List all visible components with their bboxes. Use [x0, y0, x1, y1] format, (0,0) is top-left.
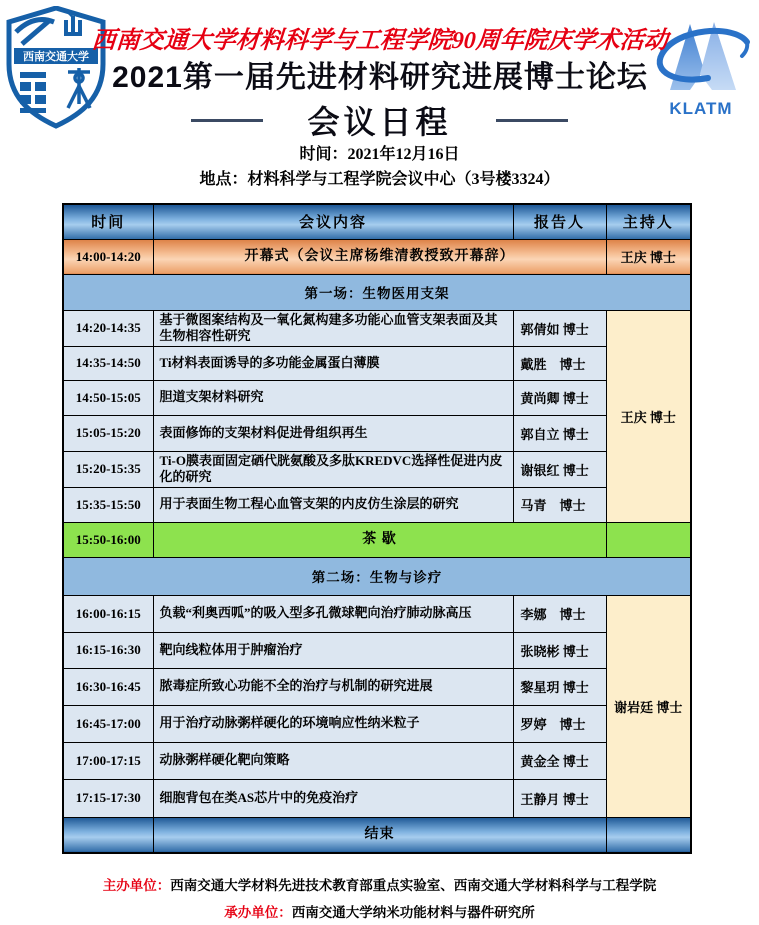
speaker-cell: 黄金全 博士 — [513, 742, 606, 779]
talk-row — [63, 451, 691, 487]
session1-header-row — [63, 274, 691, 310]
talk-row — [63, 487, 691, 522]
speaker-cell: 罗婷 博士 — [513, 705, 606, 742]
co-organizer-line — [0, 901, 759, 921]
opening-ceremony-title: 开幕式（会议主席杨维清教授致开幕辞） — [153, 239, 606, 274]
talk-title: 负载“利奥西呱”的吸入型多孔微球靶向治疗肺动脉高压 — [153, 595, 513, 632]
co-organizer-label: 承办单位： — [224, 905, 292, 920]
talk-title: 用于表面生物工程心血管支架的内皮仿生涂层的研究 — [153, 487, 513, 522]
time-cell: 15:05-15:20 — [63, 415, 153, 451]
session2-header-row — [63, 557, 691, 595]
talk-title: 表面修饰的支架材料促进骨组织再生 — [153, 415, 513, 451]
column-header-host: 主持人 — [606, 204, 691, 239]
speaker-cell: 马青 博士 — [513, 487, 606, 522]
schedule-heading — [0, 97, 759, 143]
speaker-cell: 郭倩如 博士 — [513, 310, 606, 346]
event-date-line: 时间：2021年12月16日 — [299, 146, 460, 163]
talk-title: 脓毒症所致心功能不全的治疗与机制的研究进展 — [153, 668, 513, 705]
speaker-cell: 黎星玥 博士 — [513, 668, 606, 705]
klatm-label: KLATM — [669, 99, 733, 118]
time-cell: 17:00-17:15 — [63, 742, 153, 779]
time-cell: 15:35-15:50 — [63, 487, 153, 522]
talk-row — [63, 595, 691, 632]
talk-title: Ti-O膜表面固定硒代胱氨酸及多肽KREDVC选择性促进内皮化的研究 — [153, 451, 513, 487]
talk-row — [63, 668, 691, 705]
organizer-line — [0, 874, 759, 894]
time-cell: 17:15-17:30 — [63, 779, 153, 817]
time-cell: 16:15-16:30 — [63, 632, 153, 668]
left-dash-divider — [191, 119, 263, 122]
university-name-label: 西南交通大学 — [23, 51, 89, 63]
empty-cell — [606, 817, 691, 853]
speaker-cell: 郭自立 博士 — [513, 415, 606, 451]
talk-row — [63, 632, 691, 668]
time-cell: 14:35-14:50 — [63, 346, 153, 380]
table-header-row — [63, 204, 691, 239]
talk-title: 胆道支架材料研究 — [153, 380, 513, 415]
closing-label: 结束 — [153, 817, 606, 853]
anniversary-banner-title: 西南交通大学材料科学与工程学院90周年院庆学术活动 — [90, 28, 669, 54]
closing-row — [63, 817, 691, 853]
time-cell: 15:50-16:00 — [63, 522, 153, 557]
talk-row — [63, 310, 691, 346]
speaker-cell: 王静月 博士 — [513, 779, 606, 817]
empty-cell — [606, 522, 691, 557]
event-location-line: 地点：材料科学与工程学院会议中心（3号楼3324） — [199, 171, 560, 188]
time-cell: 14:00-14:20 — [63, 239, 153, 274]
tea-break-row — [63, 522, 691, 557]
talk-row — [63, 705, 691, 742]
column-header-time: 时间 — [63, 204, 153, 239]
talk-row — [63, 346, 691, 380]
time-cell: 14:50-15:05 — [63, 380, 153, 415]
opening-ceremony-row — [63, 239, 691, 274]
talk-row — [63, 380, 691, 415]
speaker-cell: 李娜 博士 — [513, 595, 606, 632]
talk-title: Ti材料表面诱导的多功能金属蛋白薄膜 — [153, 346, 513, 380]
talk-title: 细胞背包在类AS芯片中的免疫治疗 — [153, 779, 513, 817]
time-cell: 14:20-14:35 — [63, 310, 153, 346]
talk-row — [63, 779, 691, 817]
speaker-cell: 张晓彬 博士 — [513, 632, 606, 668]
column-header-content: 会议内容 — [153, 204, 513, 239]
speaker-cell: 黄尚卿 博士 — [513, 380, 606, 415]
talk-row — [63, 415, 691, 451]
session1-host-cell: 王庆 博士 — [606, 310, 691, 522]
talk-title: 靶向线粒体用于肿瘤治疗 — [153, 632, 513, 668]
time-cell: 16:45-17:00 — [63, 705, 153, 742]
right-dash-divider — [496, 119, 568, 122]
co-organizer-value: 西南交通大学纳米功能材料与器件研究所 — [291, 905, 535, 920]
forum-title: 2021第一届先进材料研究进展博士论坛 — [112, 61, 648, 94]
column-header-speaker: 报告人 — [513, 204, 606, 239]
session2-host-cell: 谢岩廷 博士 — [606, 595, 691, 817]
talk-title: 基于微图案结构及一氧化氮构建多功能心血管支架表面及其生物相容性研究 — [153, 310, 513, 346]
speaker-cell: 戴胜 博士 — [513, 346, 606, 380]
speaker-cell: 谢银红 博士 — [513, 451, 606, 487]
time-cell: 15:20-15:35 — [63, 451, 153, 487]
talk-title: 用于治疗动脉粥样硬化的环境响应性纳米粒子 — [153, 705, 513, 742]
schedule-title: 会议日程 — [307, 104, 452, 140]
tea-break-label: 茶 歇 — [153, 522, 606, 557]
session1-title: 第一场：生物医用支架 — [63, 274, 691, 310]
organizer-label: 主办单位： — [102, 878, 171, 893]
time-cell: 16:30-16:45 — [63, 668, 153, 705]
talk-row — [63, 742, 691, 779]
host-cell: 王庆 博士 — [606, 239, 691, 274]
time-cell: 16:00-16:15 — [63, 595, 153, 632]
organizer-value: 西南交通大学材料先进技术教育部重点实验室、西南交通大学材料科学与工程学院 — [170, 878, 657, 893]
schedule-table — [62, 203, 692, 854]
talk-title: 动脉粥样硬化靶向策略 — [153, 742, 513, 779]
empty-cell — [63, 817, 153, 853]
session2-title: 第二场：生物与诊疗 — [63, 557, 691, 595]
